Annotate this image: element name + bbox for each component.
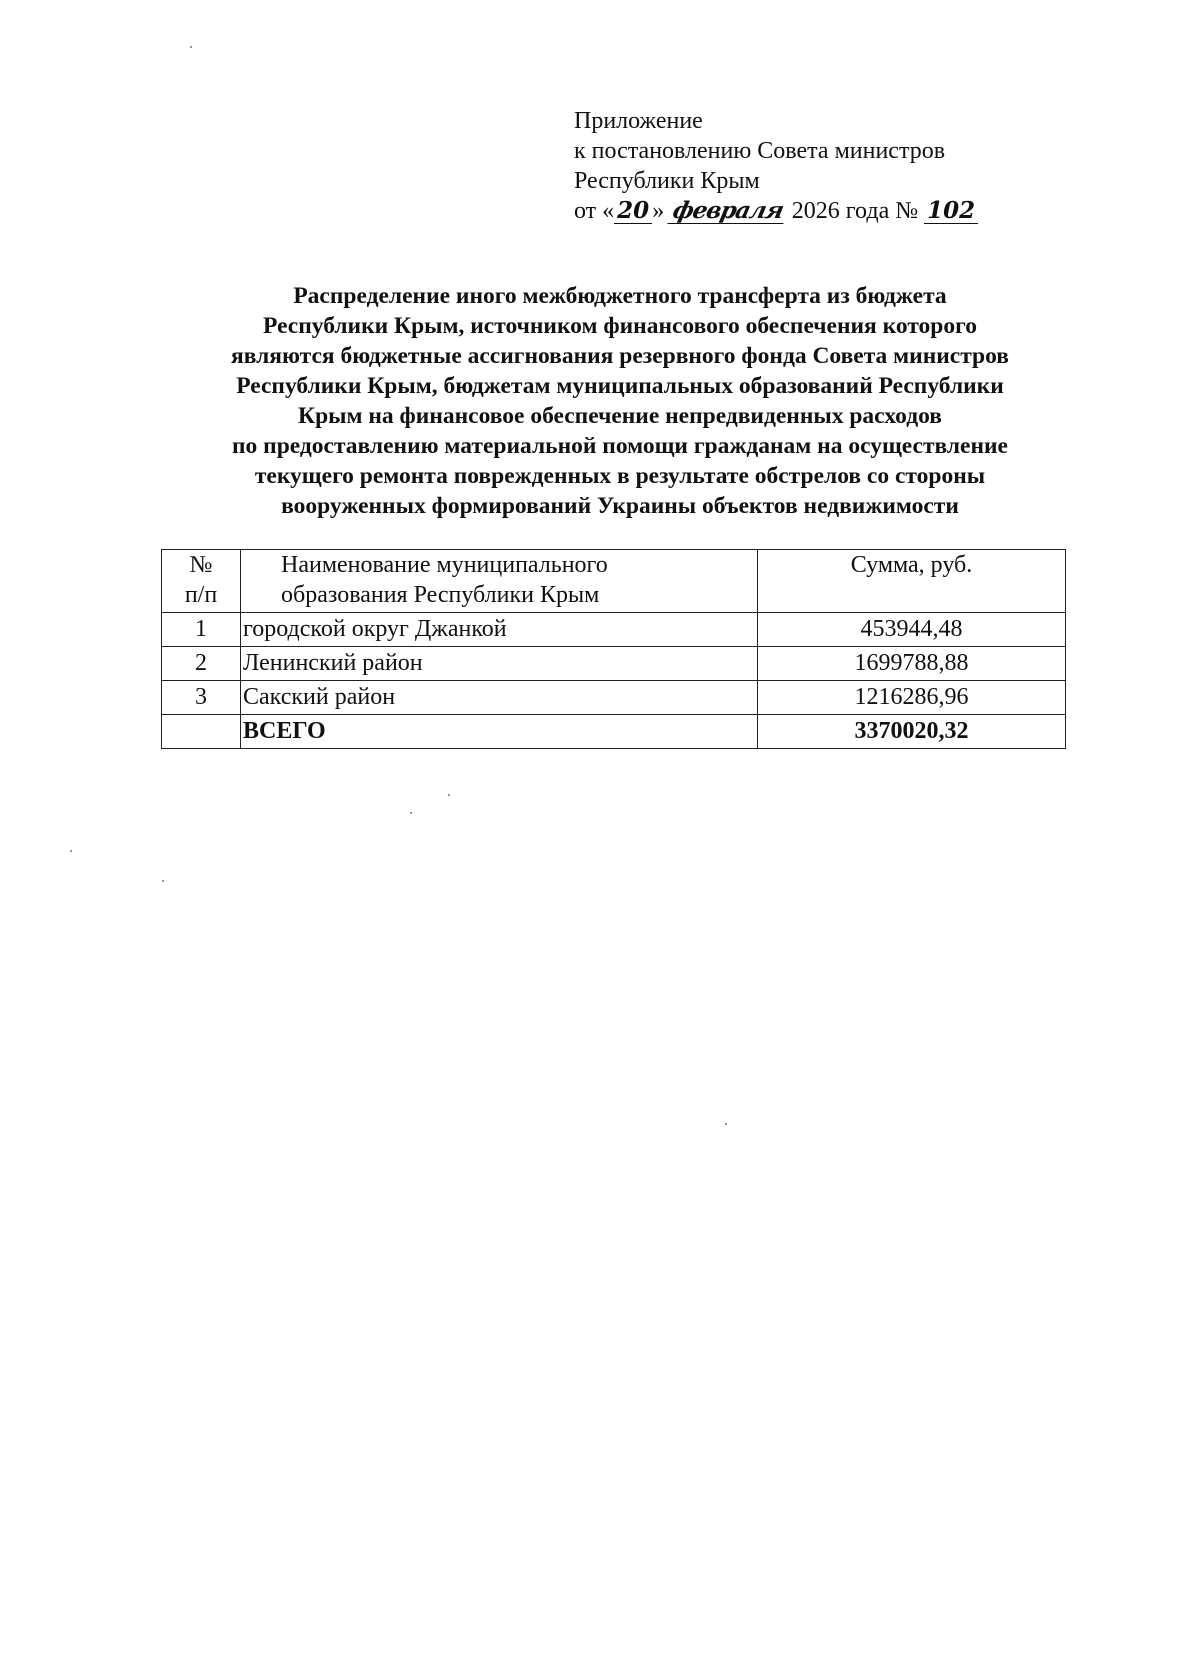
row-municipality: Сакский район bbox=[241, 681, 758, 715]
title-line: Республики Крым, бюджетам муниципальных образований Республики bbox=[236, 373, 1004, 399]
scan-speck bbox=[70, 850, 72, 852]
date-mid: » bbox=[652, 198, 671, 224]
header-municipality bbox=[241, 550, 758, 613]
title-line: Республики Крым, источником финансового обеспечения которого bbox=[263, 313, 977, 339]
scan-speck bbox=[448, 794, 450, 796]
total-sum: 3370020,32 bbox=[758, 715, 1066, 749]
header-number-line2: п/п bbox=[184, 582, 218, 608]
header-sum: Сумма, руб. bbox=[758, 550, 1066, 613]
title-line: по предоставлению материальной помощи гражданам на осуществление bbox=[231, 433, 1008, 459]
row-sum: 1216286,96 bbox=[758, 681, 1066, 715]
table-row bbox=[162, 681, 1066, 715]
row-sum: 453944,48 bbox=[758, 613, 1066, 647]
title-line: Распределение иного межбюджетного трансферта из бюджета bbox=[293, 283, 947, 309]
total-row bbox=[162, 715, 1066, 749]
scan-speck bbox=[410, 812, 412, 814]
title-line: являются бюджетные ассигнования резервного фонда Совета министров bbox=[230, 343, 1009, 369]
annex-title: Приложение bbox=[574, 108, 703, 134]
annex-republic: Республики Крым bbox=[574, 168, 760, 194]
scan-speck bbox=[725, 1123, 727, 1125]
date-prefix: от « bbox=[574, 198, 615, 224]
scan-speck bbox=[162, 880, 164, 882]
row-number: 1 bbox=[162, 613, 241, 647]
header-municipality-line2: образования Республики Крым bbox=[281, 582, 600, 608]
annex-resolution: к постановлению Совета министров bbox=[574, 138, 946, 164]
total-label: ВСЕГО bbox=[241, 715, 758, 749]
header-number-line1: № bbox=[189, 552, 213, 578]
title-line: вооруженных формирований Украины объектов недвижимости bbox=[281, 493, 959, 519]
row-sum: 1699788,88 bbox=[758, 647, 1066, 681]
title-line: текущего ремонта поврежденных в результате обстрелов со стороны bbox=[254, 463, 986, 489]
row-number: 3 bbox=[162, 681, 241, 715]
handwritten-day: 20 bbox=[614, 199, 652, 224]
table-header-row bbox=[162, 550, 1066, 613]
header-number bbox=[162, 550, 241, 613]
row-number: 2 bbox=[162, 647, 241, 681]
header-municipality-line1: Наименование муниципального bbox=[281, 552, 608, 578]
scan-speck bbox=[190, 46, 192, 48]
row-municipality: Ленинский район bbox=[241, 647, 758, 681]
table-row bbox=[162, 613, 1066, 647]
row-municipality: городской округ Джанкой bbox=[241, 613, 758, 647]
table-row bbox=[162, 647, 1066, 681]
allocation-table bbox=[161, 549, 1066, 749]
document-title bbox=[130, 281, 1110, 521]
annex-block bbox=[574, 106, 978, 226]
annex-date-line bbox=[574, 196, 978, 226]
handwritten-number: 102 bbox=[924, 199, 978, 224]
date-year: 2026 года № bbox=[785, 198, 925, 224]
handwritten-month: февраля bbox=[668, 199, 789, 224]
total-number bbox=[162, 715, 241, 749]
title-line: Крым на финансовое обеспечение непредвиденных расходов bbox=[298, 403, 942, 429]
